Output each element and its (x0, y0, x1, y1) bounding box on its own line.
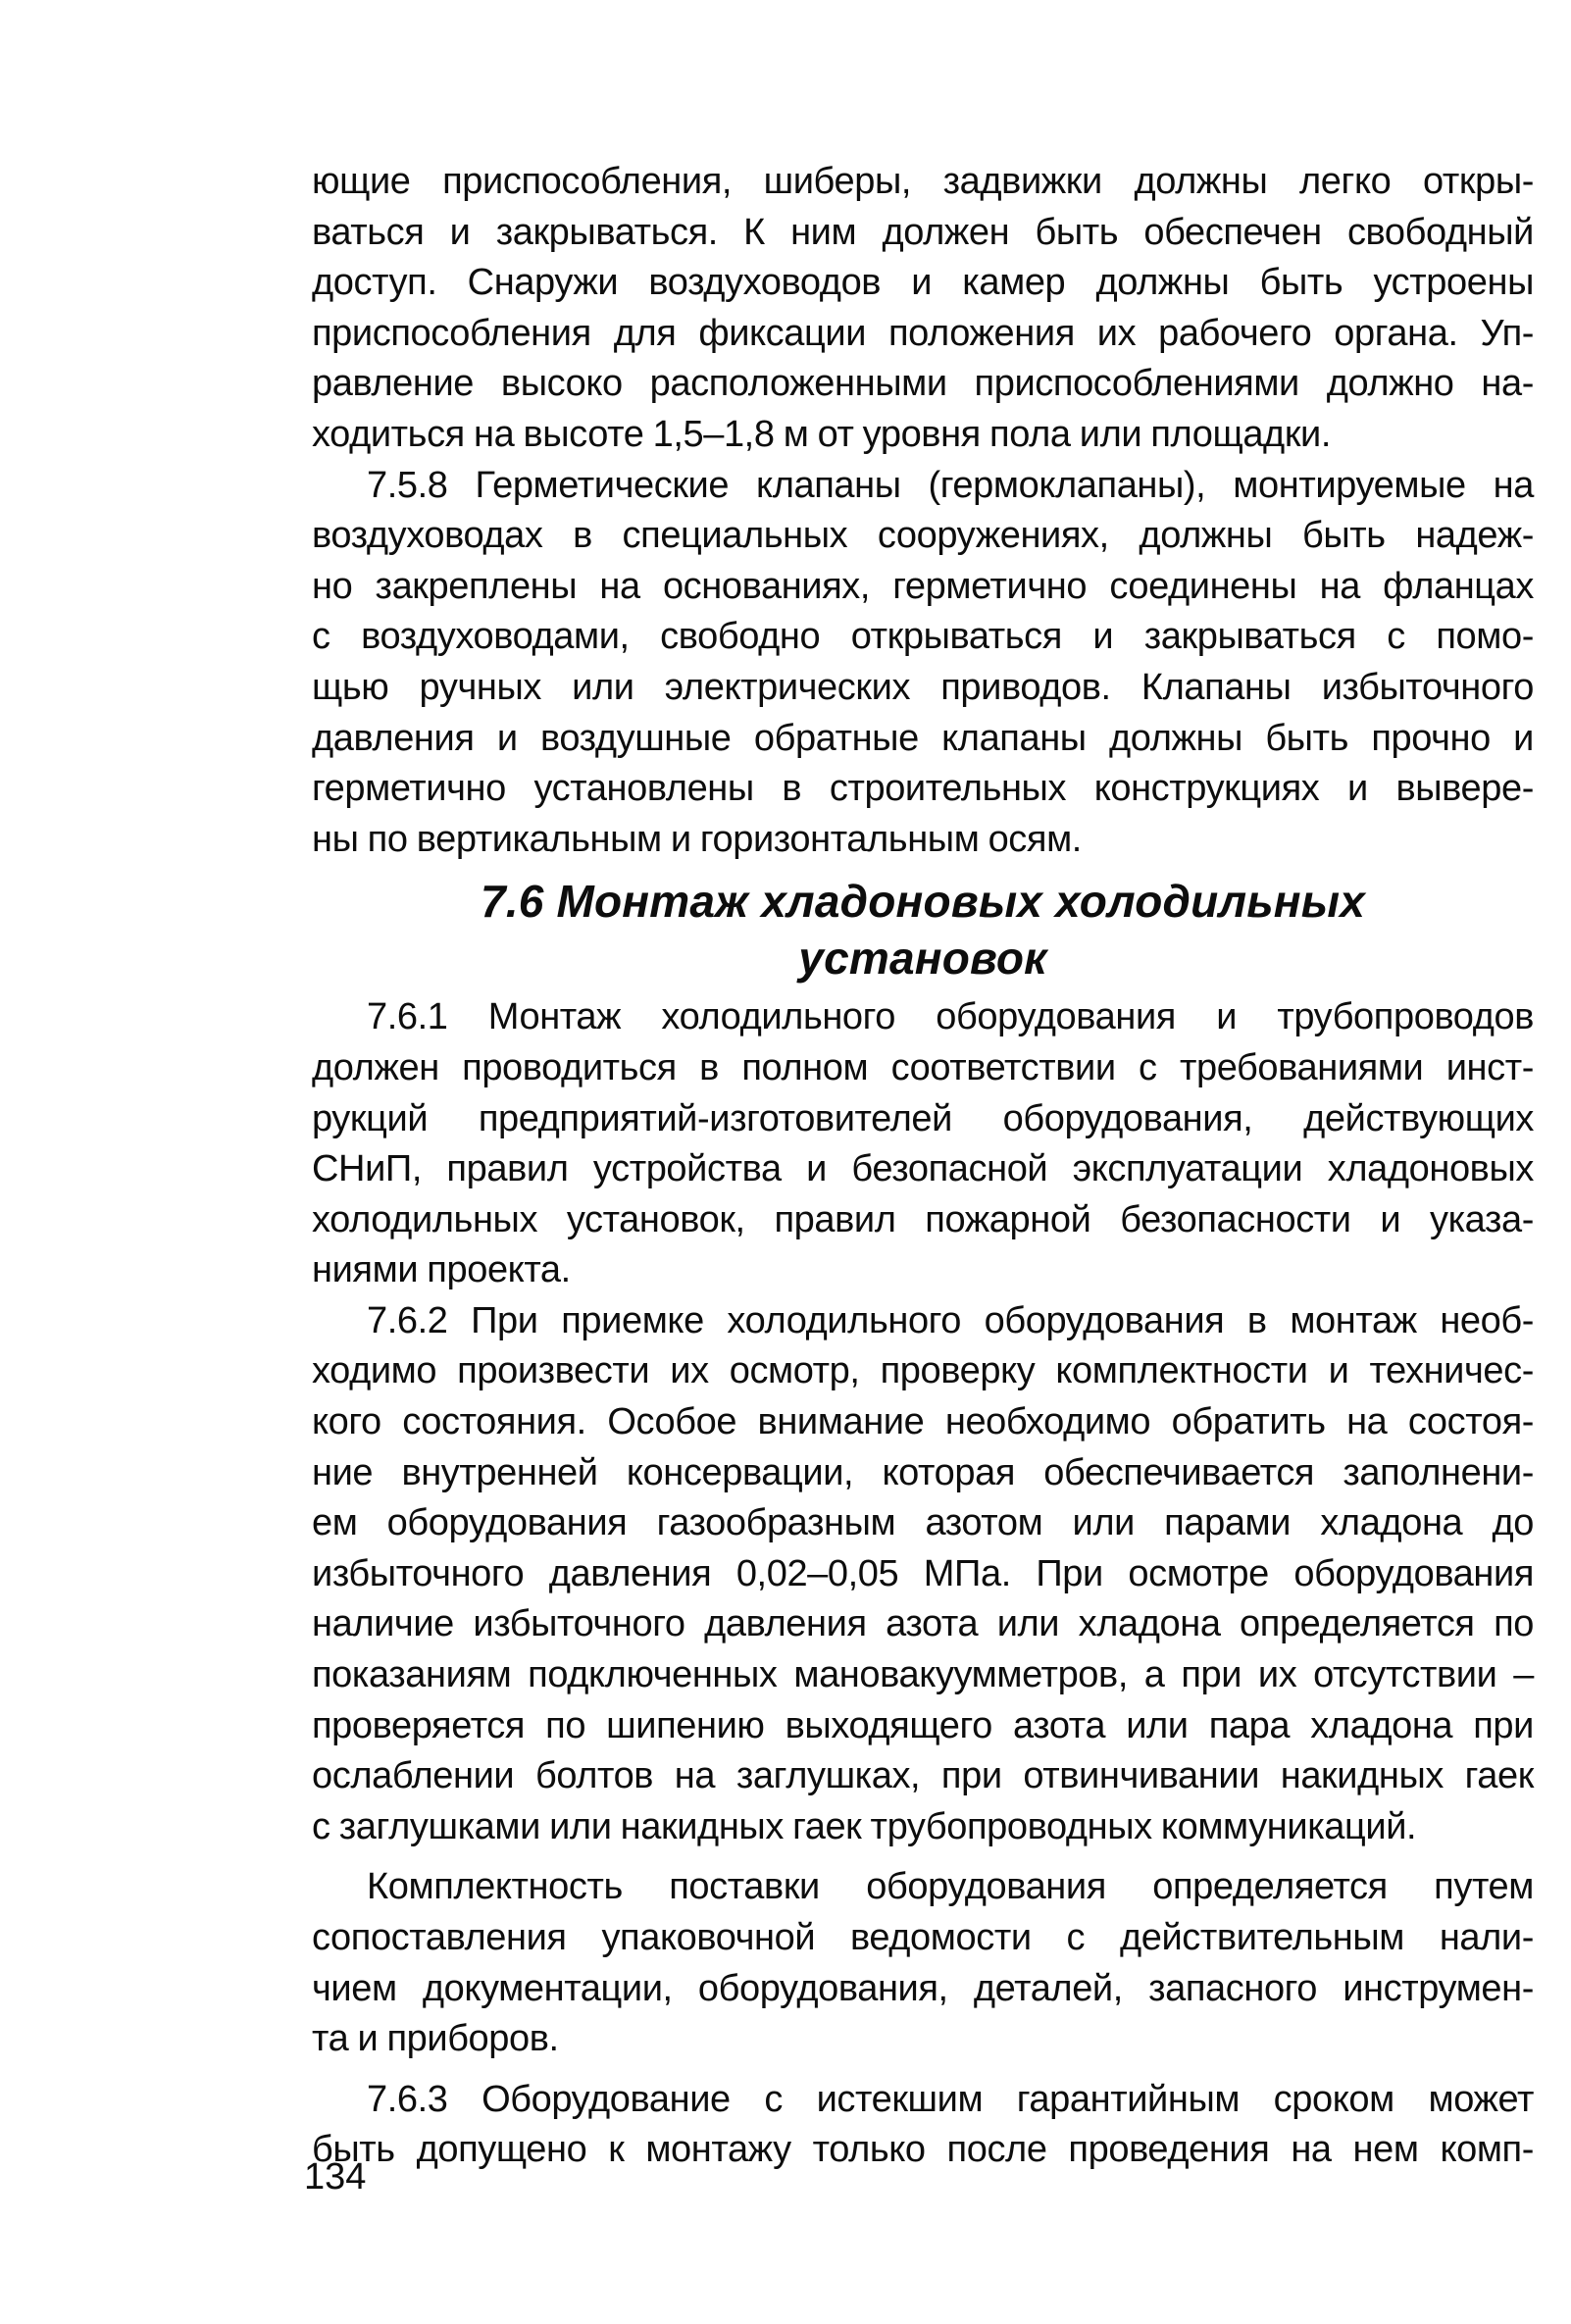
text-line: ны по вертикальным и горизонтальным осям. (312, 818, 1082, 860)
section-heading-7-6 (312, 873, 1534, 986)
text-line: сопоставления упаковочной ведомости с действительным нали- (312, 1917, 1534, 1958)
text-line: ние внутренней консервации, которая обеспечивается заполнени- (312, 1451, 1534, 1493)
paragraph-gap (312, 1852, 1534, 1862)
paragraph-7-6-2 (312, 1296, 1534, 1853)
paragraph-continuation (312, 157, 1534, 461)
text-line: чием документации, оборудования, деталей, запасного инструмен- (312, 1967, 1534, 2009)
text-line: давления и воздушные обратные клапаны должны быть прочно и (312, 717, 1534, 759)
text-line: щью ручных или электрических приводов. Клапаны избыточного (312, 666, 1534, 708)
text-line: избыточного давления 0,02–0,05 МПа. При осмотре оборудования (312, 1552, 1534, 1594)
paragraph-7-6-3 (312, 2075, 1534, 2176)
text-line: холодильных установок, правил пожарной безопасности и указа- (312, 1198, 1534, 1240)
text-line: ваться и закрываться. К ним должен быть обеспечен свободный (312, 211, 1534, 253)
text-line: с воздуховодами, свободно открываться и закрываться с помо- (312, 616, 1534, 658)
paragraph-7-6-1 (312, 992, 1534, 1296)
text-line: ходимо произвести их осмотр, проверку комплектности и техничес- (312, 1350, 1534, 1392)
page-body-text (312, 157, 1534, 2176)
text-line: та и приборов. (312, 2018, 559, 2060)
paragraph-gap (312, 2065, 1534, 2075)
heading-line: 7.6 Монтаж хладоновых холодильных (480, 876, 1366, 928)
text-line: 7.6.2 При приемке холодильного оборудования в монтаж необ- (367, 1299, 1534, 1341)
text-line: проверяется по шипению выходящего азота или пара хладона при (312, 1704, 1534, 1746)
text-line: 7.6.1 Монтаж холодильного оборудования и трубопроводов (367, 996, 1534, 1038)
text-line: воздуховодах в специальных сооружениях, должны быть надеж- (312, 515, 1534, 557)
text-line: герметично установлены в строительных конструкциях и вывере- (312, 768, 1534, 810)
text-line: 7.6.3 Оборудование с истекшим гарантийным сроком может (367, 2078, 1534, 2120)
text-line: рукций предприятий-изготовителей оборудования, действующих (312, 1097, 1534, 1139)
paragraph-completeness (312, 1862, 1534, 2064)
paragraph-7-5-8 (312, 461, 1534, 866)
text-line: Комплектность поставки оборудования определяется путем (367, 1866, 1534, 1908)
text-line: равление высоко расположенными приспособлениями должно на- (312, 363, 1534, 405)
text-line: наличие избыточного давления азота или хладона определяется по (312, 1603, 1534, 1645)
page-number: 134 (304, 2156, 367, 2198)
text-line: ющие приспособления, шиберы, задвижки должны легко откры- (312, 161, 1534, 202)
text-line: с заглушками или накидных гаек трубопроводных коммуникаций. (312, 1805, 1417, 1847)
text-line: ослаблении болтов на заглушках, при отвинчивании накидных гаек (312, 1755, 1534, 1797)
text-line: ем оборудования газообразным азотом или парами хладона до (312, 1502, 1534, 1544)
text-line: приспособления для фиксации положения их рабочего органа. Уп- (312, 312, 1534, 354)
text-line: быть допущено к монтажу только после проведения на нем комп- (312, 2129, 1534, 2171)
text-line: кого состояния. Особое внимание необходимо обратить на состоя- (312, 1401, 1534, 1443)
text-line: показаниям подключенных мановакуумметров, а при их отсутствии – (312, 1654, 1534, 1696)
text-line: но закреплены на основаниях, герметично соединены на фланцах (312, 565, 1534, 607)
text-line: СНиП, правил устройства и безопасной эксплуатации хладоновых (312, 1148, 1534, 1190)
text-line: доступ. Снаружи воздуховодов и камер должны быть устроены (312, 262, 1534, 304)
heading-line: установок (798, 933, 1047, 985)
text-line: ниями проекта. (312, 1249, 571, 1291)
text-line: 7.5.8 Герметические клапаны (гермоклапаны), монтируемые на (367, 464, 1534, 506)
text-line: ходиться на высоте 1,5–1,8 м от уровня пола или площадки. (312, 413, 1332, 455)
text-line: должен проводиться в полном соответствии с требованиями инст- (312, 1046, 1534, 1088)
